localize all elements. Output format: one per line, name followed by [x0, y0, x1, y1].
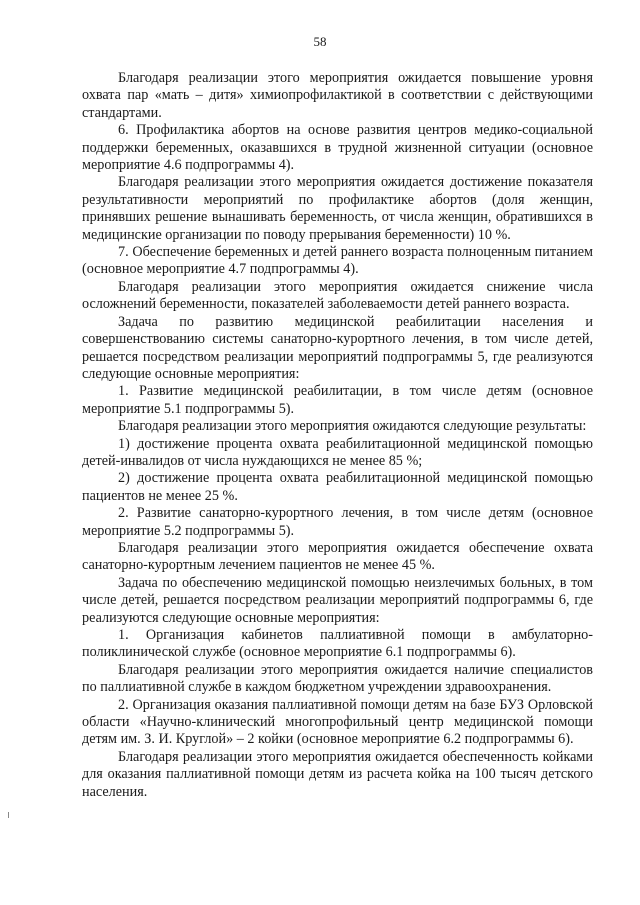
paragraph: 6. Профилактика абортов на основе развития центров медико-социальной поддержки беременных, оказавшихся в трудной жизненной ситуации (основное мероприятие 4.6 подпрограммы 4). — [82, 122, 593, 174]
paragraph: 2) достижение процента охвата реабилитационной медицинской помощью пациентов не менее 25 %. — [82, 470, 593, 504]
paragraph: Задача по обеспечению медицинской помощью неизлечимых больных, в том числе детей, решается посредством реализации мероприятий подпрограммы 6, где реализуются следующие основные мероприятия: — [82, 574, 593, 626]
paragraph: Благодаря реализации этого мероприятия ожидается повышение уровня охвата пар «мать – дитя» химиопрофилактикой в соответствии с действующими стандартами. — [82, 70, 593, 121]
paragraph: Благодаря реализации этого мероприятия ожидается обеспечение охвата санаторно-курортным лечением пациентов не менее 45 %. — [82, 539, 593, 574]
paragraph: 1. Развитие медицинской реабилитации, в том числе детям (основное мероприятие 5.1 подпрограммы 5). — [82, 383, 593, 417]
paragraph: Благодаря реализации этого мероприятия ожидается снижение числа осложнений беременности, показателей заболеваемости детей раннего возраста. — [82, 278, 593, 313]
paragraph: 1) достижение процента охвата реабилитационной медицинской помощью детей-инвалидов от числа нуждающихся не менее 85 %; — [82, 435, 593, 469]
paragraph: 7. Обеспечение беременных и детей раннего возраста полноценным питанием (основное мероприятие 4.7 подпрограммы 4). — [82, 244, 593, 278]
scan-mark — [8, 812, 9, 818]
paragraph: Благодаря реализации этого мероприятия ожидается наличие специалистов по паллиативной службе в каждом бюджетном учреждении здравоохранения. — [82, 661, 593, 696]
paragraph: Задача по развитию медицинской реабилитации населения и совершенствованию системы санаторно-курортного лечения, в том числе детей, решается посредством реализации мероприятий подпрограммы 5, где реализуются следующие основные мероприятия: — [82, 313, 593, 382]
paragraph: Благодаря реализации этого мероприятия ожидается обеспеченность койками для оказания паллиативной помощи детям из расчета койка на 100 тысяч детского населения. — [82, 748, 593, 800]
paragraph: Благодаря реализации этого мероприятия ожидаются следующие результаты: — [118, 418, 587, 435]
document-body — [82, 70, 593, 801]
page-number: 58 — [313, 34, 327, 49]
paragraph: Благодаря реализации этого мероприятия ожидается достижение показателя результативности мероприятий по профилактике абортов (доля женщин, принявших решение вынашивать беременность, от числа женщин, обратившихся в медицинские организации по поводу прерывания беременности) 10 %. — [82, 174, 593, 243]
paragraph: 2. Развитие санаторно-курортного лечения, в том числе детям (основное мероприятие 5.2 подпрограммы 5). — [82, 505, 593, 539]
paragraph: 2. Организация оказания паллиативной помощи детям на базе БУЗ Орловской области «Научно-клинический многопрофильный центр медицинской помощи детям им. З. И. Круглой» – 2 койки (основное мероприятие 6.2 подпрограммы 6). — [82, 696, 593, 748]
paragraph: 1. Организация кабинетов паллиативной помощи в амбулаторно-поликлинической службе (основное мероприятие 6.1 подпрограммы 6). — [82, 627, 593, 661]
